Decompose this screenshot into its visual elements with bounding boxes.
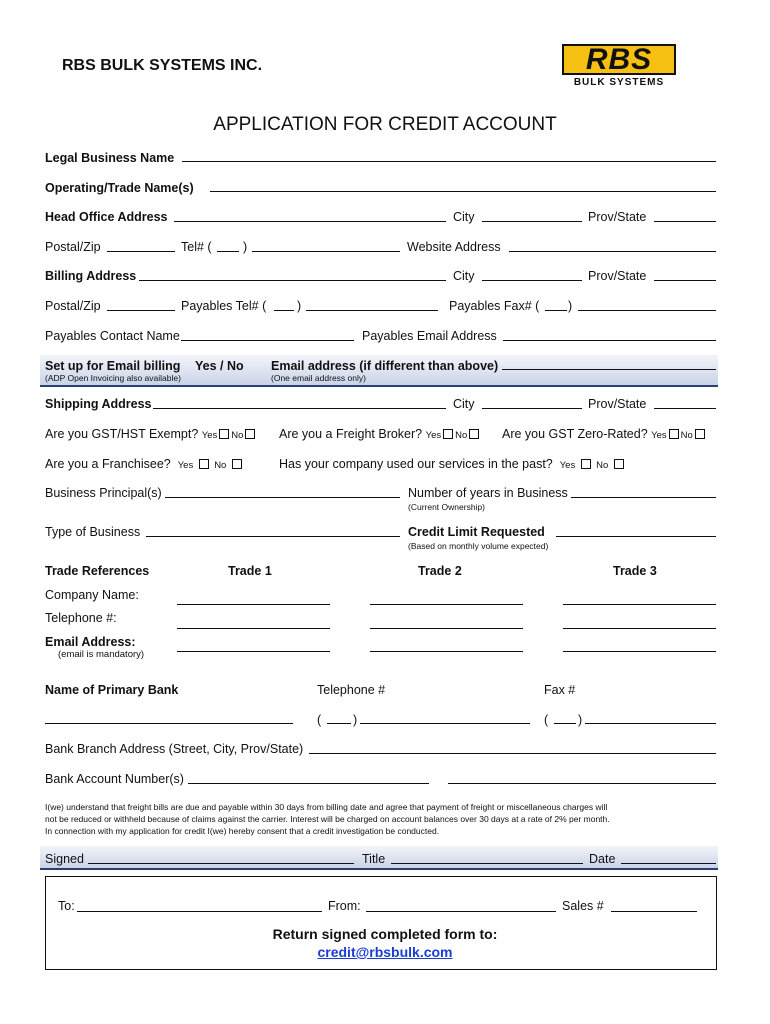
bank-fax-area-field[interactable] (554, 723, 576, 724)
date-field[interactable] (621, 863, 716, 864)
used-services-no-label: No (596, 460, 609, 471)
franchisee-no-checkbox[interactable] (232, 459, 242, 469)
bank-tel-open: ( (317, 713, 322, 727)
shipping-address-field[interactable] (153, 408, 446, 409)
gst-zero-yes-label: Yes (651, 430, 667, 441)
years-in-business-field[interactable] (571, 497, 716, 498)
tel-label: Tel# ( (181, 240, 212, 254)
gst-exempt-label: Are you GST/HST Exempt? (45, 427, 199, 441)
title-field[interactable] (391, 863, 583, 864)
trade-3-telephone-field[interactable] (563, 628, 716, 629)
billing-address-field[interactable] (139, 280, 446, 281)
email-billing-address-label: Email address (if different than above) (271, 359, 499, 373)
billing-address-label: Billing Address (45, 269, 137, 283)
bank-telephone-label: Telephone # (317, 683, 386, 697)
payables-tel-area-field[interactable] (274, 310, 294, 311)
tel-field[interactable] (252, 251, 400, 252)
bank-tel-area-field[interactable] (327, 723, 351, 724)
billing-city-label: City (453, 269, 475, 283)
trade-email-note: (email is mandatory) (58, 649, 145, 660)
postal-zip-field[interactable] (107, 251, 175, 252)
gst-exempt-no-checkbox[interactable] (245, 429, 255, 439)
sales-field[interactable] (611, 911, 697, 912)
billing-prov-label: Prov/State (588, 269, 647, 283)
credit-limit-field[interactable] (556, 536, 716, 537)
gst-exempt-no-label: No (231, 430, 244, 441)
signed-field[interactable] (88, 863, 354, 864)
bank-fax-field[interactable] (585, 723, 716, 724)
freight-broker-no-label: No (455, 430, 468, 441)
operating-trade-names-label: Operating/Trade Name(s) (45, 181, 194, 195)
payables-contact-label: Payables Contact Name (45, 329, 180, 343)
city-label: City (453, 210, 475, 224)
trade-3-company-field[interactable] (563, 604, 716, 605)
billing-postal-field[interactable] (107, 310, 175, 311)
trade-2-telephone-field[interactable] (370, 628, 523, 629)
bank-telephone-field[interactable] (360, 723, 530, 724)
trade-1-telephone-field[interactable] (177, 628, 330, 629)
return-email-link[interactable]: credit@rbsbulk.com (317, 944, 453, 960)
shipping-city-field[interactable] (482, 408, 582, 409)
email-billing-yes-no[interactable]: Yes / No (195, 359, 244, 373)
website-field[interactable] (509, 251, 716, 252)
franchisee-yes-label: Yes (177, 460, 194, 471)
primary-bank-label: Name of Primary Bank (45, 683, 179, 697)
bank-account-field-2[interactable] (448, 783, 716, 784)
date-label: Date (589, 852, 616, 866)
payables-email-field[interactable] (503, 340, 716, 341)
years-in-business-label: Number of years in Business (408, 486, 568, 500)
type-of-business-field[interactable] (146, 536, 400, 537)
prov-state-label: Prov/State (588, 210, 647, 224)
title-label: Title (362, 852, 386, 866)
credit-limit-label: Credit Limit Requested (408, 525, 545, 539)
type-of-business-label: Type of Business (45, 525, 141, 539)
used-services-label: Has your company used our services in the past? (279, 457, 553, 471)
email-billing-setup: Set up for Email billing (45, 359, 181, 373)
used-services-question (279, 457, 626, 471)
gst-zero-no-checkbox[interactable] (695, 429, 705, 439)
trade-email-label: Email Address: (45, 635, 136, 649)
used-services-yes-checkbox[interactable] (581, 459, 591, 469)
website-label: Website Address (407, 240, 501, 254)
trade-2-company-field[interactable] (370, 604, 523, 605)
franchisee-yes-checkbox[interactable] (199, 459, 209, 469)
tel-area-field[interactable] (217, 251, 239, 252)
freight-broker-label: Are you a Freight Broker? (279, 427, 423, 441)
trade-telephone-label: Telephone #: (45, 611, 117, 625)
gst-zero-no-label: No (680, 430, 693, 441)
email-billing-note: (One email address only) (271, 373, 366, 383)
billing-postal-label: Postal/Zip (45, 299, 101, 313)
billing-city-field[interactable] (482, 280, 582, 281)
credit-limit-note: (Based on monthly volume expected) (408, 541, 549, 551)
email-billing-address-field[interactable] (502, 369, 716, 370)
trade-1-email-field[interactable] (177, 651, 330, 652)
primary-bank-field[interactable] (45, 723, 293, 724)
payables-contact-field[interactable] (181, 340, 354, 341)
shipping-prov-label: Prov/State (588, 397, 647, 411)
freight-broker-question (279, 427, 481, 441)
postal-zip-label: Postal/Zip (45, 240, 101, 254)
franchisee-label: Are you a Franchisee? (45, 457, 171, 471)
company-name: RBS BULK SYSTEMS INC. (62, 57, 263, 74)
payables-fax-field[interactable] (578, 310, 716, 311)
trade-1-company-field[interactable] (177, 604, 330, 605)
payables-fax-label: Payables Fax# ( (449, 299, 540, 313)
gst-exempt-question (45, 427, 257, 441)
return-text: Return signed completed form to: (272, 926, 498, 942)
legal-business-name-field[interactable] (182, 161, 716, 162)
payables-fax-close: ) (568, 299, 573, 313)
franchisee-no-label: No (214, 460, 227, 471)
terms-line-3: In connection with my application for credit I(we) hereby consent that a credit investigation be conducted. (45, 826, 440, 836)
from-field[interactable] (366, 911, 556, 912)
payables-tel-field[interactable] (306, 310, 438, 311)
business-principals-label: Business Principal(s) (45, 486, 162, 500)
gst-exempt-yes-label: Yes (201, 430, 218, 441)
from-label: From: (328, 899, 361, 913)
bank-tel-close: ) (353, 713, 358, 727)
logo-main: RBS (562, 44, 676, 75)
trade-company-name-label: Company Name: (45, 588, 139, 602)
payables-email-label: Payables Email Address (362, 329, 497, 343)
gst-zero-yes-checkbox[interactable] (669, 429, 679, 439)
payables-tel-label: Payables Tel# ( (181, 299, 267, 313)
gst-zero-label: Are you GST Zero-Rated? (502, 427, 648, 441)
business-principals-field[interactable] (165, 497, 400, 498)
head-office-label: Head Office Address (45, 210, 168, 224)
billing-prov-field[interactable] (654, 280, 716, 281)
tel-close: ) (243, 240, 248, 254)
payables-tel-close: ) (297, 299, 302, 313)
adp-note: (ADP Open Invoicing also available) (45, 373, 181, 383)
gst-zero-question (502, 427, 707, 441)
legal-business-name-label: Legal Business Name (45, 151, 175, 165)
current-ownership-note: (Current Ownership) (408, 502, 485, 512)
trade-2-heading: Trade 2 (418, 564, 462, 578)
trade-3-heading: Trade 3 (613, 564, 657, 578)
signed-label: Signed (45, 852, 84, 866)
operating-trade-names-field[interactable] (210, 191, 716, 192)
used-services-no-checkbox[interactable] (614, 459, 624, 469)
rbs-logo (562, 44, 676, 90)
gst-exempt-yes-checkbox[interactable] (219, 429, 229, 439)
page-title: APPLICATION FOR CREDIT ACCOUNT (213, 114, 557, 135)
head-office-field[interactable] (174, 221, 446, 222)
city-field[interactable] (482, 221, 582, 222)
bank-fax-close: ) (578, 713, 583, 727)
to-field[interactable] (77, 911, 322, 912)
franchisee-question (45, 457, 244, 471)
bank-fax-label: Fax # (544, 683, 576, 697)
logo-sub: BULK SYSTEMS (573, 77, 665, 88)
freight-broker-yes-checkbox[interactable] (443, 429, 453, 439)
bank-branch-label: Bank Branch Address (Street, City, Prov/State) (45, 742, 304, 756)
terms-line-2: not be reduced or withheld because of claims against the carrier. Interest will be charged on account balances over 30 days at a rate of 2% per month. (45, 814, 610, 824)
bank-account-field-1[interactable] (188, 783, 429, 784)
freight-broker-no-checkbox[interactable] (469, 429, 479, 439)
to-label: To: (58, 899, 75, 913)
trade-3-email-field[interactable] (563, 651, 716, 652)
freight-broker-yes-label: Yes (425, 430, 442, 441)
shipping-address-label: Shipping Address (45, 397, 152, 411)
sales-label: Sales # (562, 899, 604, 913)
trade-2-email-field[interactable] (370, 651, 523, 652)
trade-1-heading: Trade 1 (228, 564, 272, 578)
terms-line-1: I(we) understand that freight bills are due and payable within 30 days from billing date and agree that payment of freight or miscellaneous charges will (45, 802, 608, 812)
payables-fax-area-field[interactable] (545, 310, 567, 311)
bank-branch-field[interactable] (309, 753, 716, 754)
terms-text (45, 801, 610, 837)
prov-state-field[interactable] (654, 221, 716, 222)
shipping-prov-field[interactable] (654, 408, 716, 409)
used-services-yes-label: Yes (559, 460, 576, 471)
bank-fax-open: ( (544, 713, 549, 727)
trade-references-heading: Trade References (45, 564, 150, 578)
shipping-city-label: City (453, 397, 475, 411)
bank-account-label: Bank Account Number(s) (45, 772, 184, 786)
